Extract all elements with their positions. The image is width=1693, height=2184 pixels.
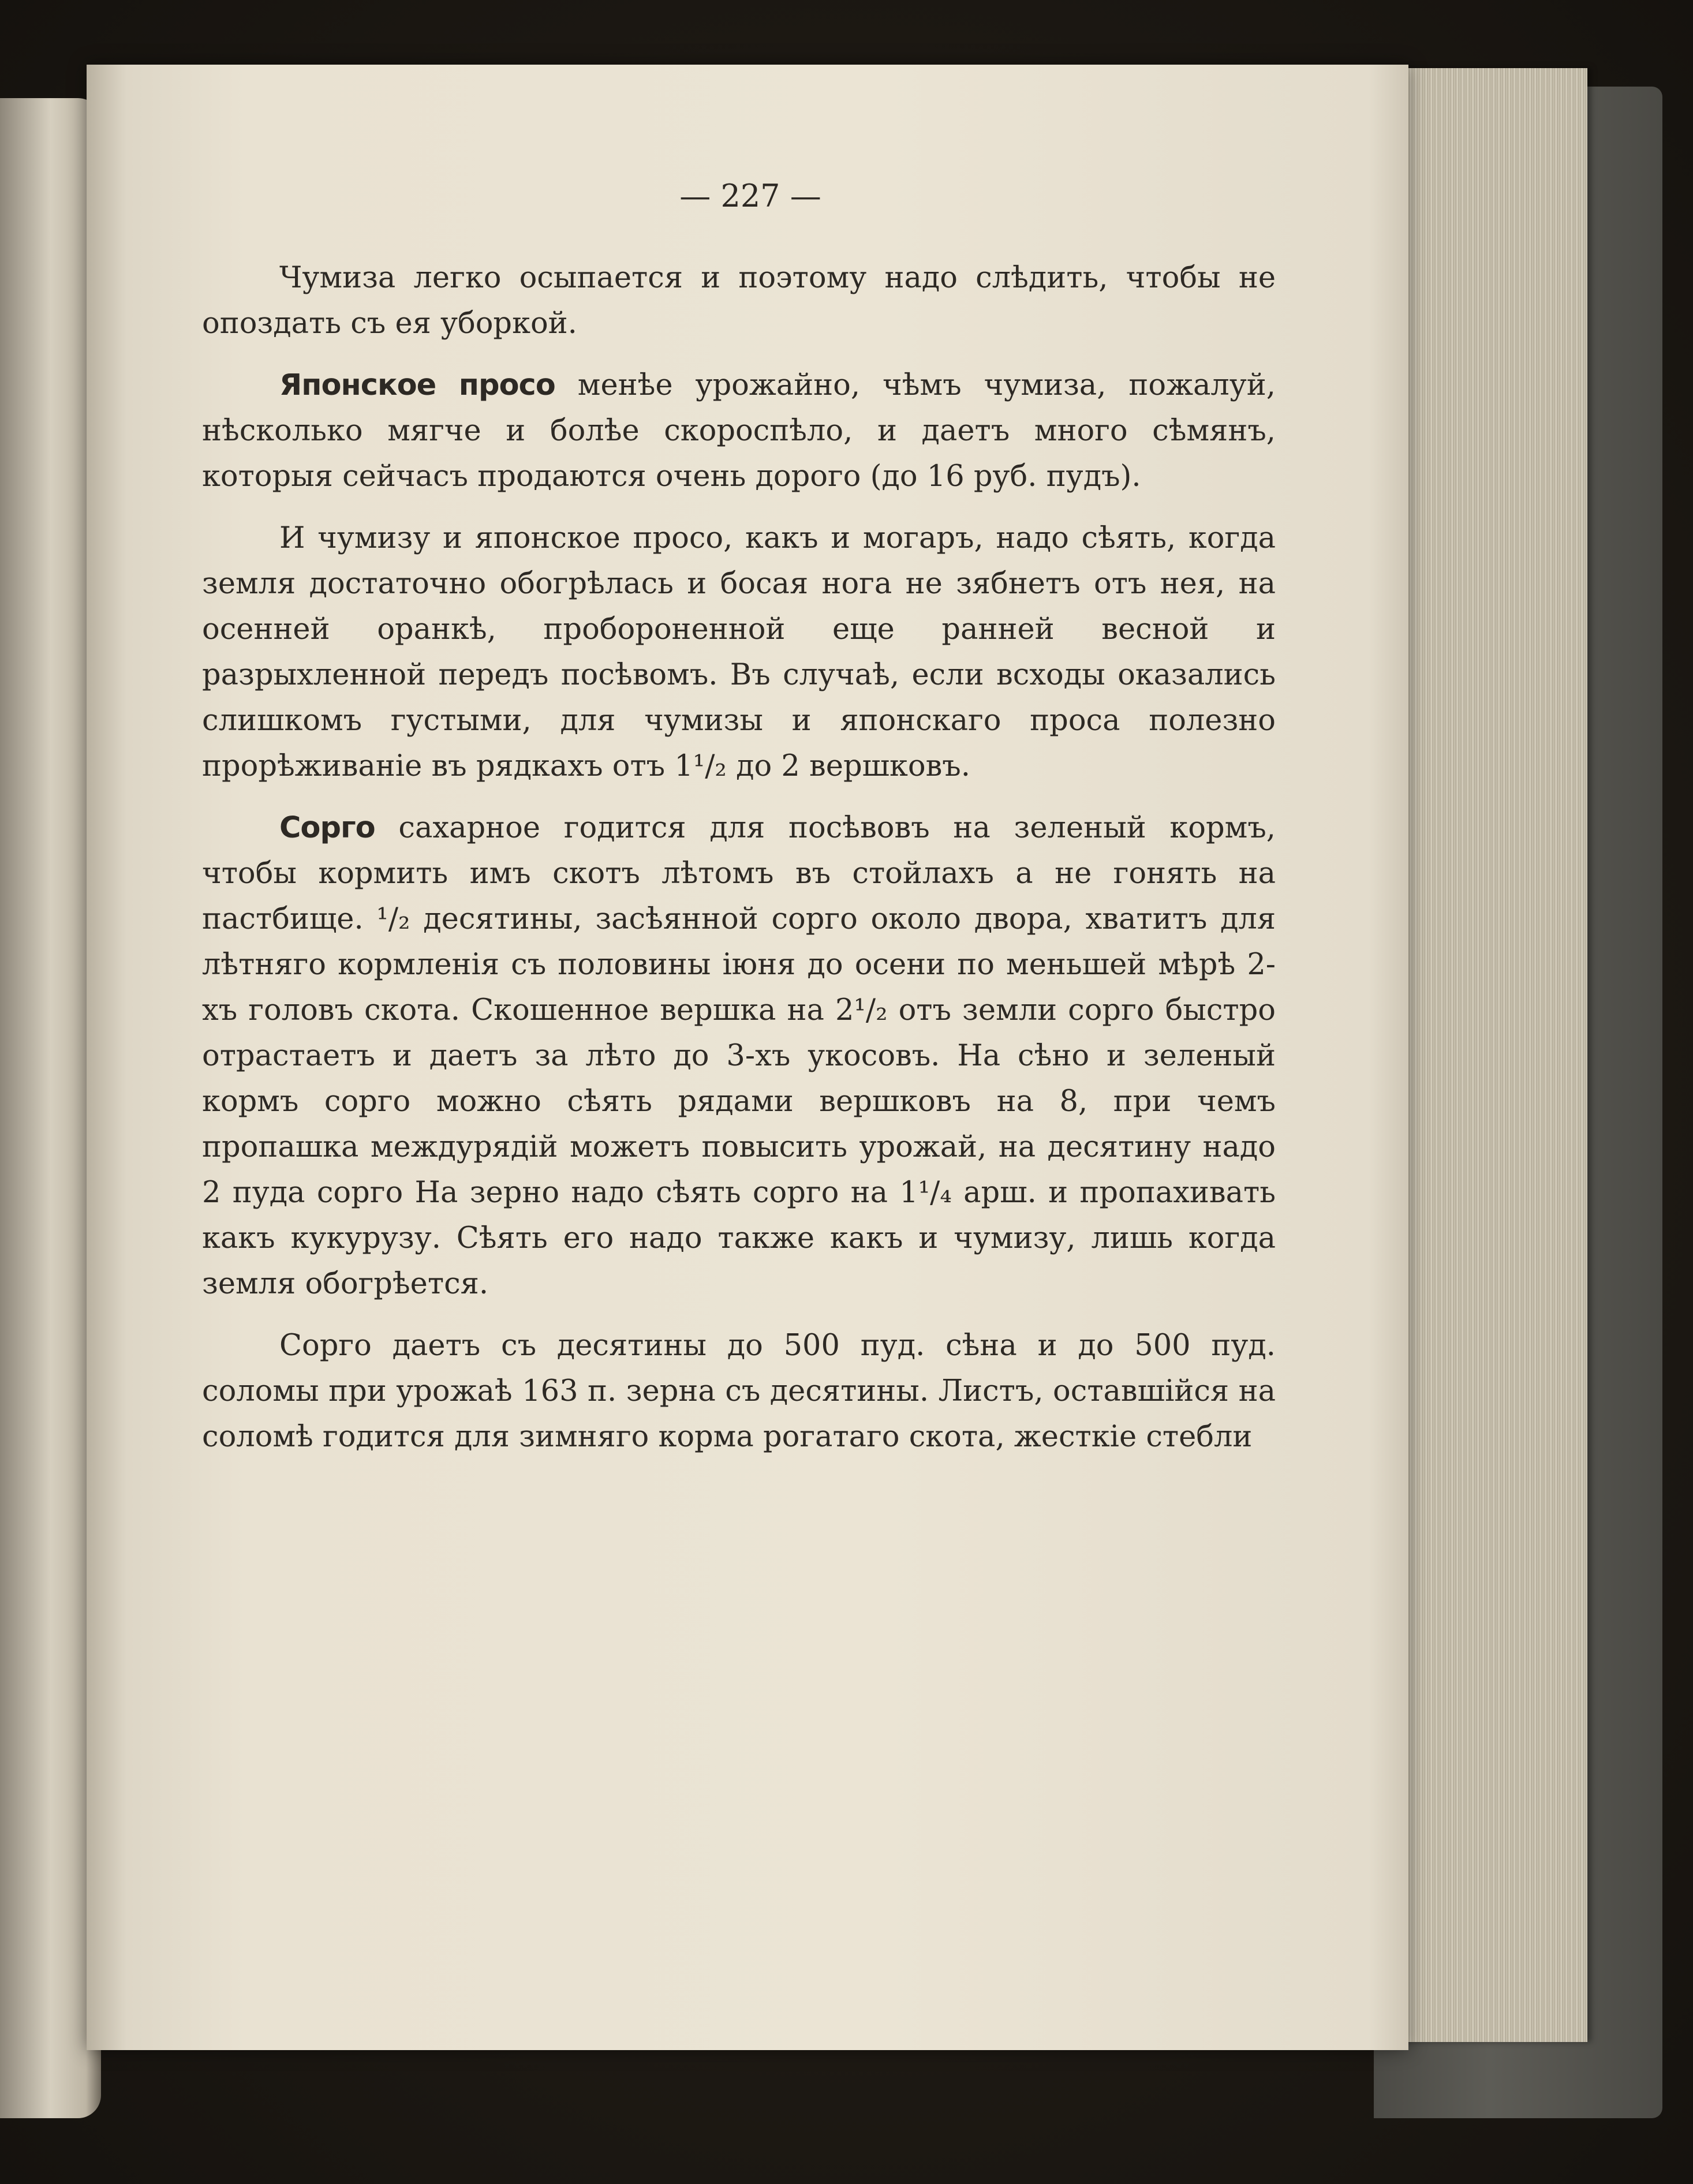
- paragraph-lead-term: Сорго: [279, 811, 375, 845]
- paragraph: [202, 362, 1276, 499]
- paragraph-lead-term: Японское просо: [279, 368, 555, 402]
- paragraph-text: Сорго даетъ съ десятины до 500 пуд. сѣна и до 500 пуд. соломы при урожаѣ 163 п. зерна съ десятины. Листъ, оставшійся на соломѣ годится для зимняго корма рогатаго скота, жесткіе стебли: [202, 1329, 1276, 1454]
- paragraph-text: Чумиза легко осыпается и поэтому надо слѣдить, чтобы не опоздать съ ея уборкой.: [202, 261, 1276, 341]
- page-edges: [1397, 68, 1587, 2042]
- paragraph: [202, 515, 1276, 789]
- body-text: [202, 255, 1276, 1476]
- paragraph-text: сахарное годится для посѣвовъ на зеленый кормъ, чтобы кормить имъ скотъ лѣтомъ въ стойлахъ а не гонять на пастбище. ¹/₂ десятины, засѣянной сорго около двора, хватитъ для лѣтняго кормленія съ половины іюня до осени по меньшей мѣрѣ 2-хъ головъ скота. Скошенное вершка на 2¹/₂ отъ земли сорго быстро отрастаетъ и даетъ за лѣто до 3-хъ укосовъ. На сѣно и зеленый кормъ сорго можно сѣять рядами вершковъ на 8, при чемъ пропашка междурядій можетъ повысить урожай, на десятину надо 2 пуда сорго На зерно надо сѣять сорго на 1¹/₄ арш. и пропахивать какъ кукурузу. Сѣять его надо также какъ и чумизу, лишь когда земля обогрѣется.: [202, 811, 1276, 1301]
- paragraph: [202, 1323, 1276, 1460]
- book-page: [87, 65, 1408, 2050]
- paragraph: [202, 255, 1276, 346]
- paragraph-text: И чумизу и японское просо, какъ и могаръ, надо сѣять, когда земля достаточно обогрѣлась и босая нога не зябнетъ отъ нея, на осенней оранкѣ, пробороненной еще ранней весной и разрыхленной передъ посѣвомъ. Въ случаѣ, если всходы оказались слишкомъ густыми, для чумизы и японскаго проса полезно прорѣживаніе въ рядкахъ отъ 1¹/₂ до 2 вершковъ.: [202, 521, 1276, 783]
- paragraph: [202, 805, 1276, 1307]
- paragraph-text: менѣе урожайно, чѣмъ чумиза, пожалуй, нѣсколько мягче и болѣе скороспѣло, и даетъ много сѣмянъ, которыя сейчасъ продаются очень дорого (до 16 руб. пудъ).: [202, 368, 1276, 493]
- left-page-edge: [0, 98, 101, 2118]
- page-number: — 227 —: [679, 178, 821, 214]
